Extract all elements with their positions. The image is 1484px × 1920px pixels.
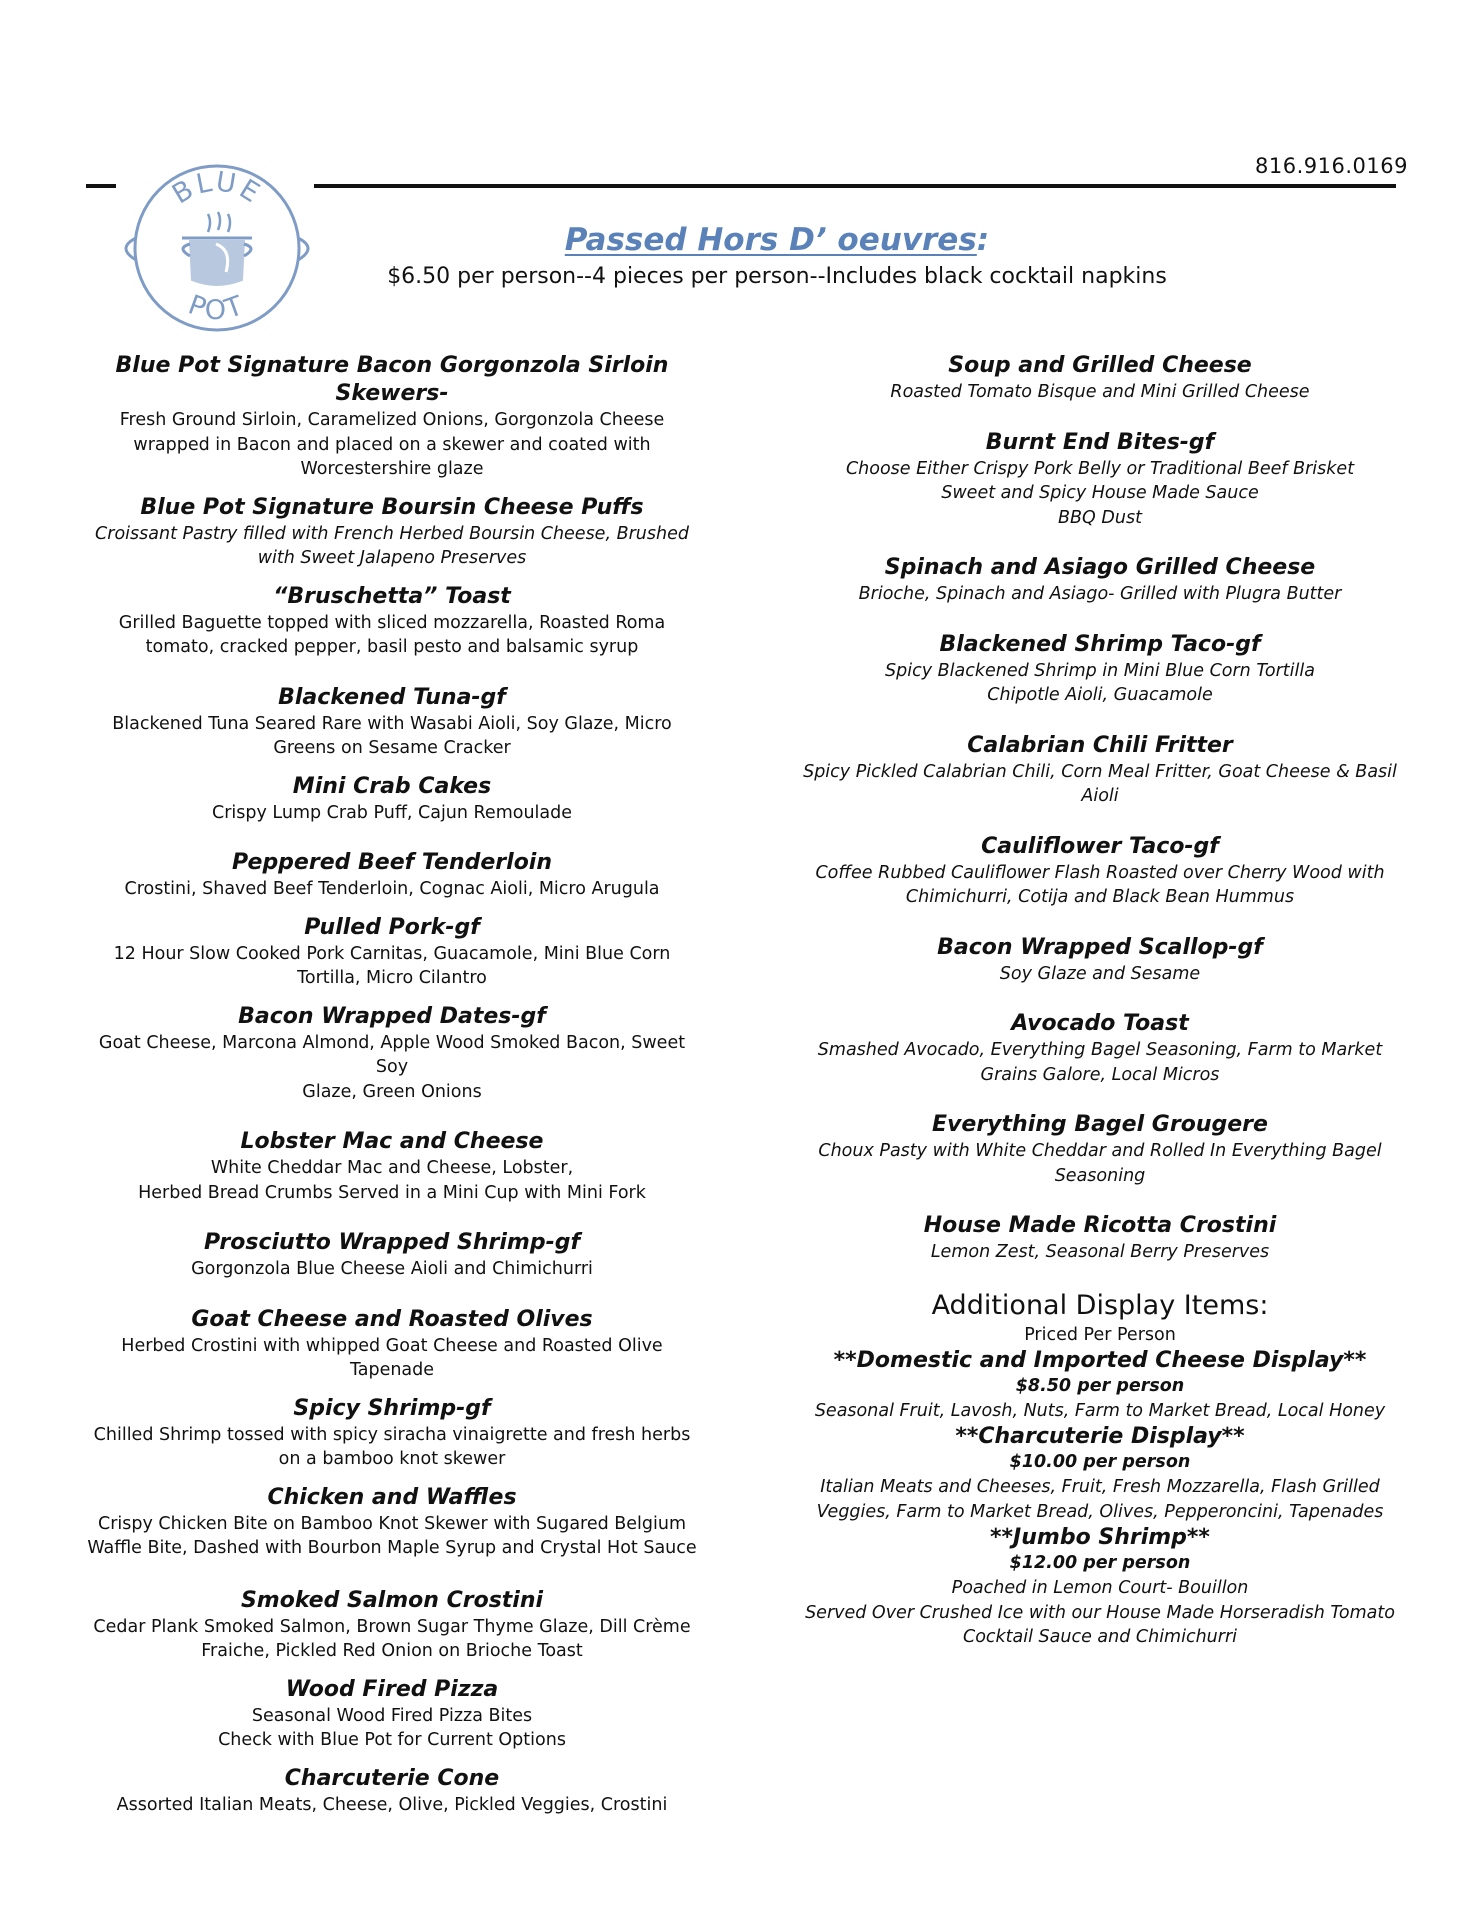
- menu-item-description: Smashed Avocado, Everything Bagel Seasoning, Farm to Market: [817, 1040, 1383, 1060]
- menu-item-description: Tapenade: [349, 1360, 435, 1380]
- menu-item-name: Calabrian Chili Fritter: [967, 732, 1233, 758]
- display-item-description: Served Over Crushed Ice with our House Made Horseradish Tomato: [805, 1602, 1395, 1623]
- menu-item: [82, 1128, 702, 1205]
- menu-item-description: Assorted Italian Meats, Cheese, Olive, Pickled Veggies, Crostini: [116, 1794, 668, 1815]
- display-items: [780, 1347, 1420, 1650]
- menu-item-description: Sweet and Spicy House Made Sauce: [941, 483, 1259, 503]
- menu-item: [82, 1765, 702, 1818]
- menu-item-description: Worcestershire glaze: [300, 459, 484, 479]
- menu-item-name: Blue Pot Signature Bacon Gorgonzola Sirloin Skewers-: [115, 353, 669, 406]
- menu-item: [82, 583, 702, 660]
- menu-item-description: Choose Either Crispy Pork Belly or Traditional Beef Brisket: [845, 458, 1355, 479]
- display-item-price: $10.00 per person: [1009, 1452, 1191, 1472]
- menu-item: [82, 1484, 702, 1561]
- menu-item-description: wrapped in Bacon and placed on a skewer and coated with: [133, 434, 651, 455]
- menu-item-name: Charcuterie Cone: [284, 1765, 500, 1791]
- menu-item: [82, 773, 702, 826]
- page-title: [70, 222, 1484, 258]
- menu-item: [82, 914, 702, 991]
- menu-item-description: Glaze, Green Onions: [302, 1081, 482, 1102]
- menu-item-name: Blackened Shrimp Taco-gf: [939, 631, 1261, 657]
- menu-item-name: Smoked Salmon Crostini: [240, 1587, 544, 1613]
- menu-item: [780, 1212, 1420, 1265]
- menu-item-description: Roasted Tomato Bisque and Mini Grilled Cheese: [890, 382, 1310, 402]
- left-menu-column: [82, 352, 702, 1817]
- right-menu-items: [780, 352, 1420, 1265]
- menu-item: [82, 1676, 702, 1753]
- page-title-block: [0, 222, 1484, 289]
- menu-item: [780, 554, 1420, 607]
- menu-item-description: White Cheddar Mac and Cheese, Lobster,: [210, 1158, 574, 1178]
- menu-item-description: Crostini, Shaved Beef Tenderloin, Cognac Aioli, Micro Arugula: [124, 879, 660, 899]
- additional-display-section: [780, 1289, 1420, 1650]
- menu-item: [780, 732, 1420, 809]
- menu-item-description: 12 Hour Slow Cooked Pork Carnitas, Guacamole, Mini Blue Corn: [113, 943, 671, 964]
- menu-item-description: Grains Galore, Local Micros: [980, 1064, 1220, 1085]
- menu-item: [780, 1010, 1420, 1087]
- menu-item-description: Coffee Rubbed Cauliflower Flash Roasted over Cherry Wood with: [815, 862, 1385, 883]
- menu-item-name: “Bruschetta” Toast: [273, 583, 511, 609]
- menu-item: [82, 1587, 702, 1664]
- menu-item-name: Bacon Wrapped Dates-gf: [238, 1003, 546, 1029]
- menu-item-name: Prosciutto Wrapped Shrimp-gf: [203, 1230, 581, 1255]
- phone-number: 816.916.0169: [1255, 154, 1408, 178]
- menu-item-description: Chilled Shrimp tossed with spicy siracha vinaigrette and fresh herbs: [93, 1424, 691, 1445]
- menu-item-name: Everything Bagel Grougere: [932, 1112, 1268, 1137]
- menu-item-description: BBQ Dust: [1058, 507, 1142, 528]
- menu-item: [780, 429, 1420, 531]
- display-item-description: Veggies, Farm to Market Bread, Olives, Pepperoncini, Tapenades: [816, 1501, 1384, 1522]
- menu-item-description: Aioli: [1081, 786, 1119, 806]
- menu-item-name: Cauliflower Taco-gf: [981, 833, 1219, 859]
- menu-item-name: Blue Pot Signature Boursin Cheese Puffs: [140, 494, 644, 520]
- logo-text-bottom: POT: [184, 289, 250, 327]
- menu-item-name: Soup and Grilled Cheese: [948, 353, 1252, 378]
- display-item-description: Poached in Lemon Court- Bouillon: [951, 1578, 1249, 1598]
- menu-item-description: Cedar Plank Smoked Salmon, Brown Sugar Thyme Glaze, Dill Crème: [93, 1616, 691, 1637]
- menu-item-name: Peppered Beef Tenderloin: [231, 850, 553, 875]
- menu-item-description: Herbed Bread Crumbs Served in a Mini Cup with Mini Fork: [138, 1182, 646, 1203]
- menu-item-name: Blackened Tuna-gf: [278, 684, 506, 710]
- menu-item-description: Seasoning: [1054, 1165, 1146, 1186]
- menu-item-description: Crispy Lump Crab Puff, Cajun Remoulade: [212, 802, 572, 823]
- menu-item-name: House Made Ricotta Crostini: [923, 1213, 1277, 1238]
- right-menu-column: [780, 352, 1420, 1650]
- display-item-price: $8.50 per person: [1015, 1375, 1185, 1396]
- menu-item-description: tomato, cracked pepper, basil pesto and balsamic syrup: [145, 637, 639, 657]
- menu-item-description: Check with Blue Pot for Current Options: [218, 1730, 566, 1750]
- menu-item-name: Spinach and Asiago Grilled Cheese: [884, 555, 1316, 580]
- svg-text:POT: [184, 289, 250, 326]
- menu-item-name: Avocado Toast: [1011, 1011, 1189, 1036]
- menu-item-description: Lemon Zest, Seasonal Berry Preserves: [930, 1242, 1270, 1262]
- menu-item-description: Greens on Sesame Cracker: [273, 738, 511, 758]
- logo-text-top: BLUE: [167, 166, 268, 211]
- menu-item-description: Crispy Chicken Bite on Bamboo Knot Skewer with Sugared Belgium: [97, 1513, 687, 1534]
- menu-item-description: Grilled Baguette topped with sliced mozzarella, Roasted Roma: [118, 612, 666, 633]
- menu-item: [82, 849, 702, 902]
- additional-title: Additional Display Items:: [931, 1289, 1269, 1321]
- display-item-description: Seasonal Fruit, Lavosh, Nuts, Farm to Market Bread, Local Honey: [814, 1400, 1386, 1421]
- menu-item-description: Fraiche, Pickled Red Onion on Brioche Toast: [201, 1641, 583, 1661]
- menu-item: [780, 934, 1420, 987]
- menu-item-description: on a bamboo knot skewer: [278, 1449, 506, 1469]
- menu-item-name: Pulled Pork-gf: [304, 914, 480, 940]
- menu-item-description: Seasonal Wood Fired Pizza Bites: [251, 1705, 533, 1726]
- additional-subtitle: Priced Per Person: [1024, 1324, 1176, 1345]
- display-item-price: $12.00 per person: [1009, 1553, 1191, 1573]
- menu-item-description: Tortilla, Micro Cilantro: [297, 968, 487, 988]
- menu-item: [780, 833, 1420, 910]
- menu-item-name: Goat Cheese and Roasted Olives: [191, 1306, 593, 1332]
- menu-item-description: Spicy Pickled Calabrian Chili, Corn Meal Fritter, Goat Cheese & Basil: [803, 761, 1397, 782]
- display-item-description: Cocktail Sauce and Chimichurri: [962, 1627, 1238, 1647]
- menu-item-description: Gorgonzola Blue Cheese Aioli and Chimichurri: [191, 1259, 593, 1279]
- menu-item: [82, 1395, 702, 1472]
- display-item-description: Italian Meats and Cheeses, Fruit, Fresh Mozzarella, Flash Grilled: [820, 1477, 1380, 1497]
- menu-item-description: Spicy Blackened Shrimp in Mini Blue Corn Tortilla: [885, 660, 1315, 681]
- header-rule-right: [314, 184, 1396, 188]
- page-subtitle: $6.50 per person--4 pieces per person--Includes black cocktail napkins: [387, 264, 1167, 289]
- menu-item-description: Soy Glaze and Sesame: [999, 963, 1201, 984]
- menu-item: [82, 1229, 702, 1282]
- menu-item-description: Goat Cheese, Marcona Almond, Apple Wood Smoked Bacon, Sweet Soy: [98, 1032, 686, 1077]
- menu-item-name: Bacon Wrapped Scallop-gf: [937, 934, 1263, 960]
- menu-item: [82, 352, 702, 482]
- menu-item-description: Chimichurri, Cotija and Black Bean Hummus: [905, 887, 1295, 907]
- menu-item: [82, 494, 702, 571]
- menu-item-description: Chipotle Aioli, Guacamole: [987, 685, 1213, 705]
- menu-item-name: Spicy Shrimp-gf: [293, 1395, 491, 1421]
- menu-item-name: Mini Crab Cakes: [292, 773, 492, 799]
- menu-item-description: Herbed Crostini with whipped Goat Cheese and Roasted Olive: [121, 1335, 663, 1356]
- display-item-name: **Jumbo Shrimp**: [990, 1525, 1210, 1550]
- menu-item: [780, 352, 1420, 405]
- menu-item: [82, 1003, 702, 1105]
- display-item-name: **Domestic and Imported Cheese Display**: [833, 1347, 1367, 1373]
- menu-item-name: Burnt End Bites-gf: [985, 429, 1215, 455]
- menu-item-name: Wood Fired Pizza: [285, 1676, 499, 1702]
- menu-item-name: Chicken and Waffles: [267, 1484, 517, 1510]
- page-title-text: Passed Hors D’ oeuvres: [564, 222, 977, 258]
- menu-item: [82, 684, 702, 761]
- menu-item-description: Fresh Ground Sirloin, Caramelized Onions, Gorgonzola Cheese: [119, 410, 665, 430]
- menu-item-description: Brioche, Spinach and Asiago- Grilled with Plugra Butter: [858, 584, 1342, 604]
- display-item-name: **Charcuterie Display**: [955, 1424, 1245, 1449]
- menu-item: [780, 631, 1420, 708]
- menu-item-description: Choux Pasty with White Cheddar and Rolled In Everything Bagel: [818, 1141, 1382, 1161]
- page-title-colon: :: [976, 222, 990, 258]
- menu-item: [82, 1306, 702, 1383]
- menu-item-description: Blackened Tuna Seared Rare with Wasabi Aioli, Soy Glaze, Micro: [112, 713, 672, 734]
- menu-item: [780, 1111, 1420, 1188]
- menu-item-description: with Sweet Jalapeno Preserves: [257, 548, 527, 568]
- menu-item-description: Waffle Bite, Dashed with Bourbon Maple Syrup and Crystal Hot Sauce: [87, 1538, 697, 1558]
- menu-item-description: Croissant Pastry filled with French Herbed Boursin Cheese, Brushed: [95, 523, 689, 544]
- menu-item-name: Lobster Mac and Cheese: [240, 1129, 544, 1154]
